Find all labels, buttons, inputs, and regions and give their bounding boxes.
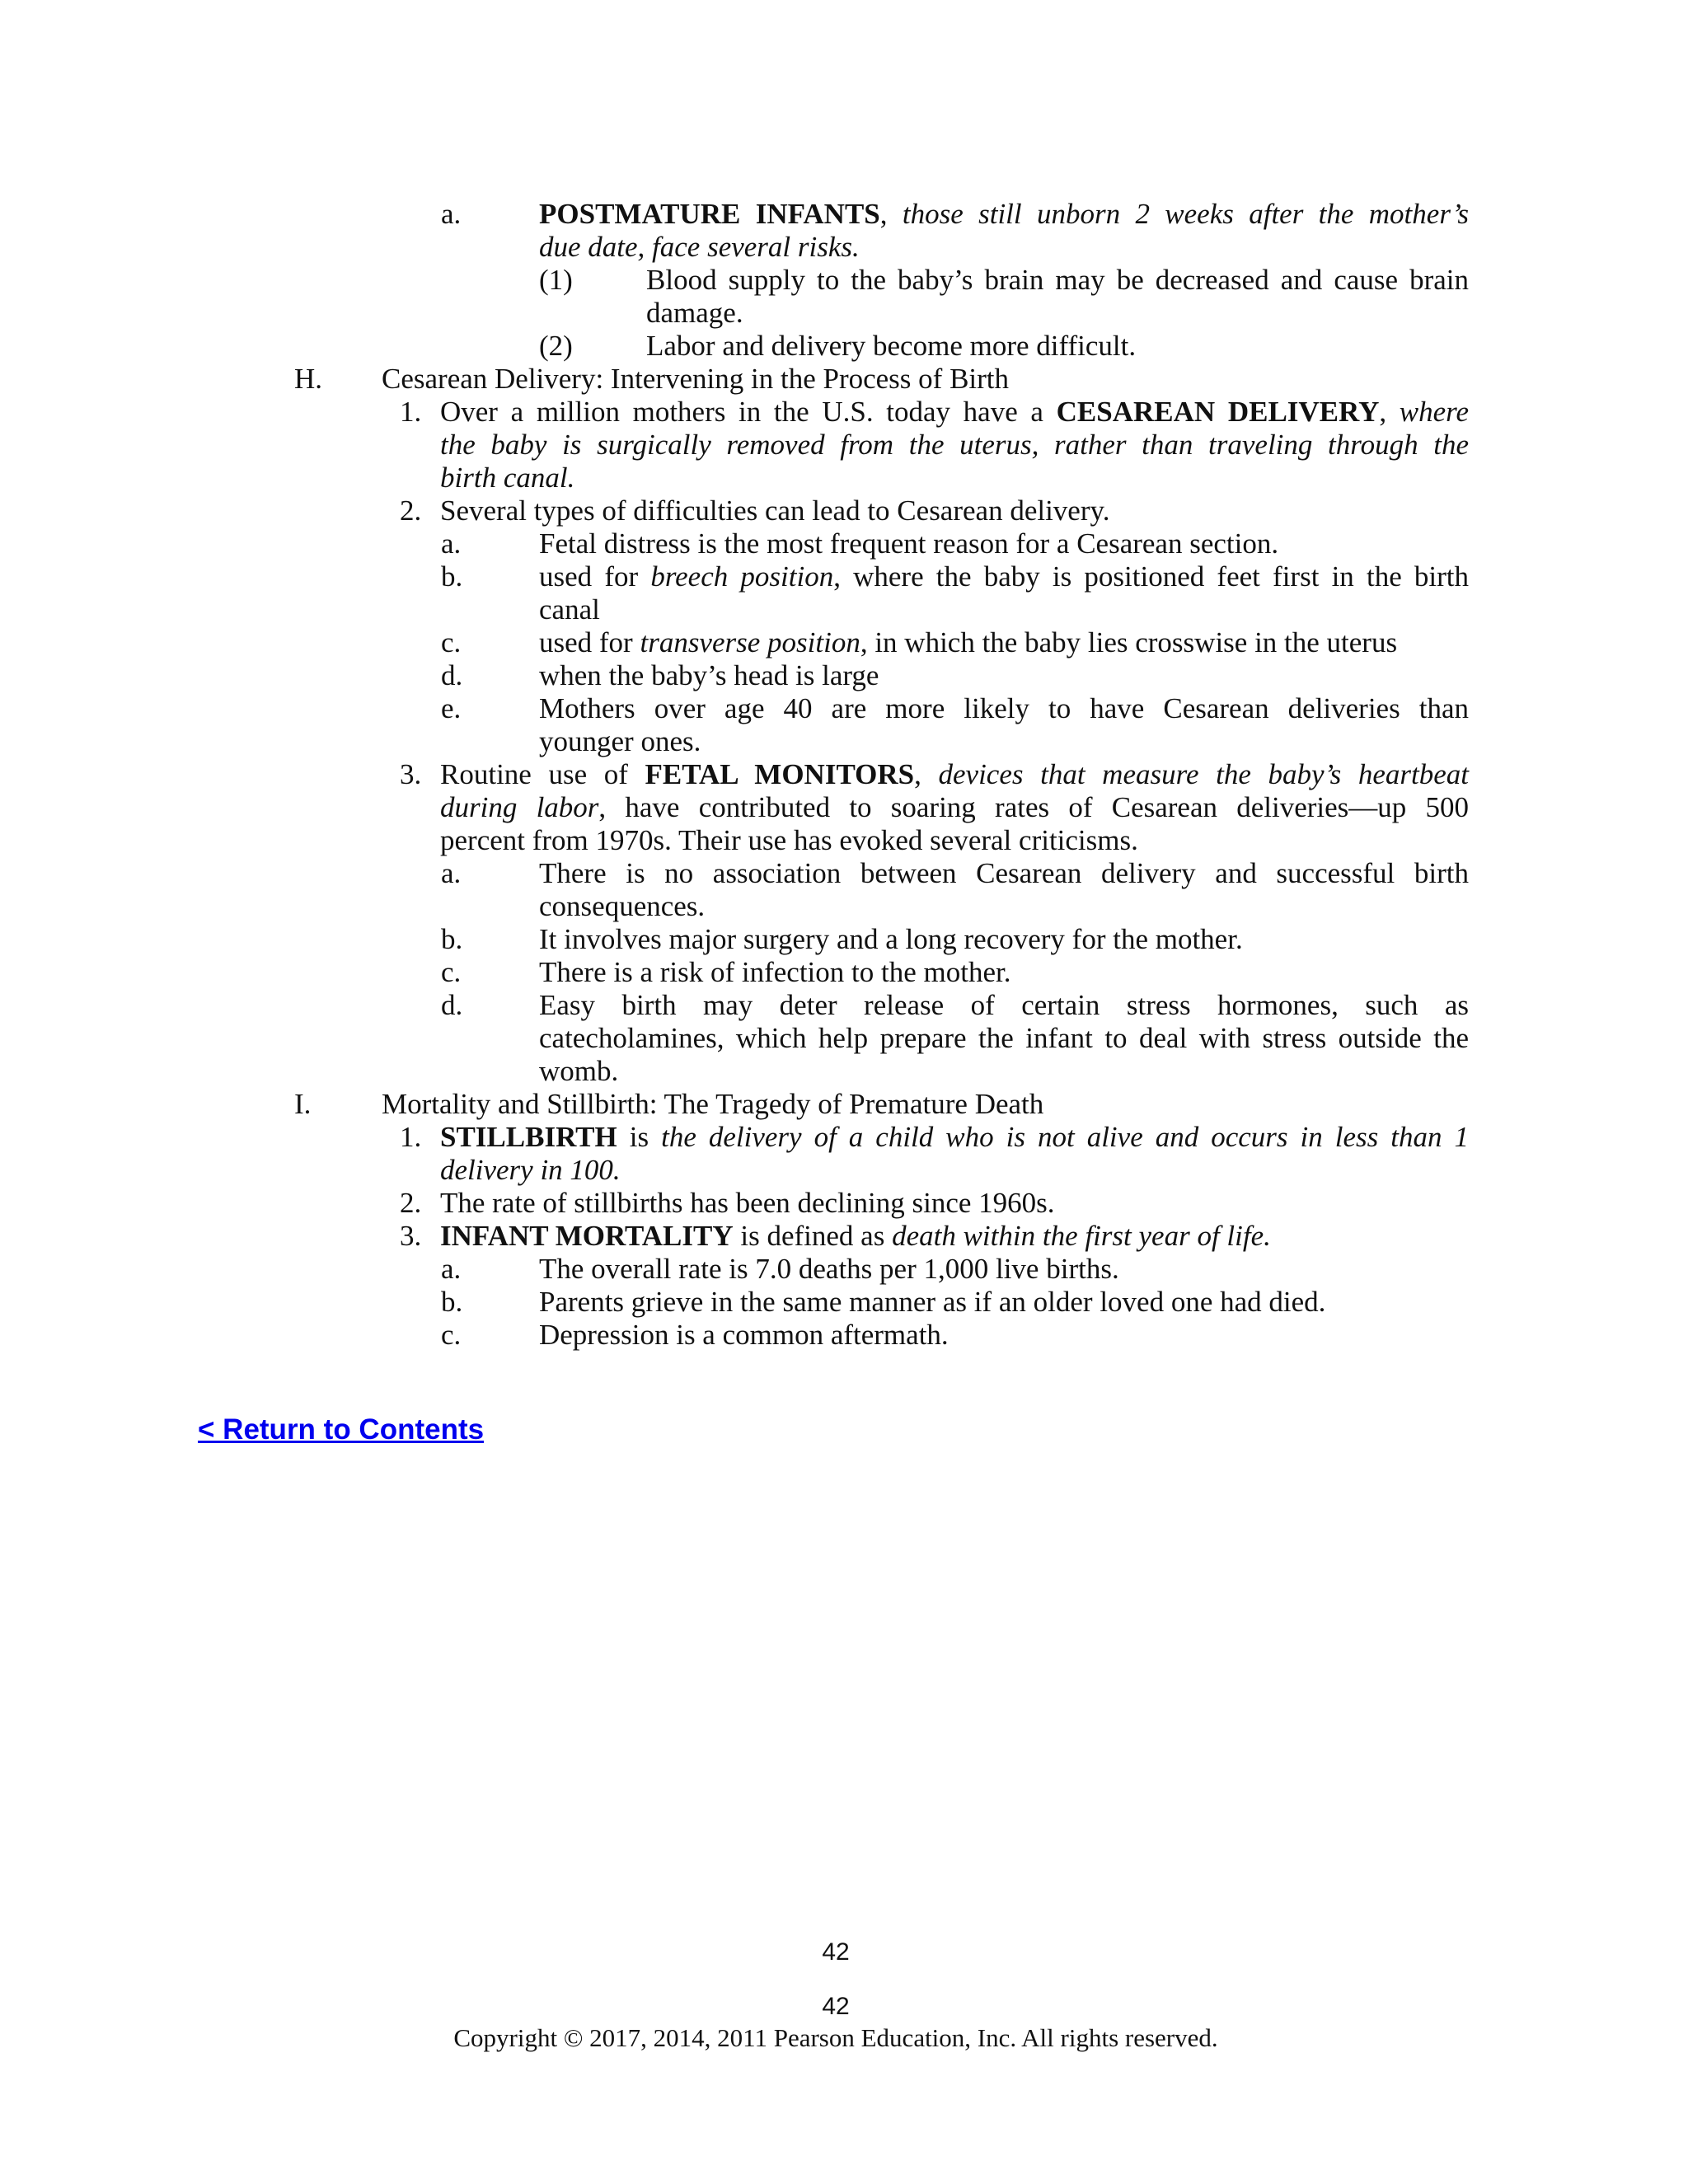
item-marker: (2) bbox=[539, 330, 573, 362]
list-item-text: damage. bbox=[646, 297, 743, 329]
list-item-text: There is a risk of infection to the mother. bbox=[539, 956, 1011, 988]
list-item-text: Blood supply to the baby’s brain may be decreased and cause brain bbox=[646, 264, 1469, 296]
list-item-text: Routine use of FETAL MONITORS, devices that measure the baby’s heartbeat bbox=[440, 758, 1470, 790]
list-item-text: The overall rate is 7.0 deaths per 1,000 live births. bbox=[539, 1253, 1119, 1285]
item-marker: (1) bbox=[539, 264, 573, 296]
item-marker: e. bbox=[441, 692, 462, 724]
list-item-text: delivery in 100. bbox=[440, 1154, 621, 1186]
list-item-text: Easy birth may deter release of certain stress hormones, such as bbox=[539, 989, 1469, 1021]
list-item-text: Depression is a common aftermath. bbox=[539, 1319, 949, 1351]
list-item-text: Mothers over age 40 are more likely to have Cesarean deliveries than bbox=[539, 692, 1469, 724]
page-number: 42 bbox=[822, 1938, 850, 1966]
list-item-text: Over a million mothers in the U.S. today have a CESAREAN DELIVERY, where bbox=[440, 396, 1470, 428]
item-marker: 2. bbox=[400, 494, 422, 527]
section-heading: Mortality and Stillbirth: The Tragedy of Premature Death bbox=[382, 1088, 1044, 1120]
list-item-text: There is no association between Cesarean delivery and successful birth bbox=[539, 857, 1469, 889]
list-item-text: Several types of difficulties can lead to Cesarean delivery. bbox=[440, 494, 1110, 527]
item-marker: b. bbox=[441, 1286, 463, 1318]
return-to-contents-link[interactable]: < Return to Contents bbox=[198, 1413, 485, 1446]
item-marker: a. bbox=[441, 857, 462, 889]
list-item-text: It involves major surgery and a long recovery for the mother. bbox=[539, 923, 1243, 955]
item-marker: a. bbox=[441, 1253, 462, 1285]
item-marker: b. bbox=[441, 923, 463, 955]
item-marker: 1. bbox=[400, 396, 422, 428]
list-item-text: INFANT MORTALITY is defined as death within the first year of life. bbox=[440, 1220, 1271, 1252]
list-item-text: percent from 1970s. Their use has evoked several criticisms. bbox=[440, 824, 1138, 856]
list-item-text: Fetal distress is the most frequent reason for a Cesarean section. bbox=[539, 527, 1279, 560]
list-item-text: during labor, have contributed to soaring rates of Cesarean deliveries—up 500 bbox=[440, 791, 1469, 823]
list-item-text: Labor and delivery become more difficult. bbox=[646, 330, 1137, 362]
item-marker: b. bbox=[441, 560, 463, 593]
list-item-text: when the baby’s head is large bbox=[539, 659, 879, 691]
list-item-text: Parents grieve in the same manner as if an older loved one had died. bbox=[539, 1286, 1326, 1318]
item-marker: c. bbox=[441, 626, 462, 658]
item-marker: 3. bbox=[400, 758, 422, 790]
item-marker: c. bbox=[441, 956, 462, 988]
item-marker: a. bbox=[441, 527, 462, 560]
list-item-text: younger ones. bbox=[539, 725, 701, 757]
list-item-text: catecholamines, which help prepare the infant to deal with stress outside the bbox=[539, 1022, 1469, 1054]
list-item-text: womb. bbox=[539, 1055, 619, 1087]
item-marker: 2. bbox=[400, 1187, 422, 1219]
section-marker: I. bbox=[294, 1088, 312, 1120]
copyright-notice: Copyright © 2017, 2014, 2011 Pearson Education, Inc. All rights reserved. bbox=[453, 2023, 1218, 2052]
list-item-text: the baby is surgically removed from the uterus, rather than traveling through the bbox=[440, 429, 1469, 461]
item-marker: 3. bbox=[400, 1220, 422, 1252]
item-marker: a. bbox=[441, 198, 462, 230]
list-item-text: used for transverse position, in which the baby lies crosswise in the uterus bbox=[539, 626, 1398, 658]
list-item-text: canal bbox=[539, 593, 600, 626]
list-item-text: due date, face several risks. bbox=[539, 231, 860, 263]
item-marker: c. bbox=[441, 1319, 462, 1351]
section-heading: Cesarean Delivery: Intervening in the Process of Birth bbox=[382, 363, 1010, 395]
item-marker: 1. bbox=[400, 1121, 422, 1153]
section-marker: H. bbox=[294, 363, 323, 395]
list-item-text: The rate of stillbirths has been declining since 1960s. bbox=[440, 1187, 1055, 1219]
list-item-text: consequences. bbox=[539, 890, 706, 922]
list-item-text: POSTMATURE INFANTS, those still unborn 2 weeks after the mother’s bbox=[539, 198, 1469, 230]
item-marker: d. bbox=[441, 659, 463, 691]
page-number-footer: 42 bbox=[822, 1993, 850, 2020]
list-item-text: birth canal. bbox=[440, 462, 575, 494]
item-marker: d. bbox=[441, 989, 463, 1021]
list-item-text: used for breech position, where the baby is positioned feet first in the birth bbox=[539, 560, 1470, 593]
list-item-text: STILLBIRTH is the delivery of a child who is not alive and occurs in less than 1 bbox=[440, 1121, 1470, 1153]
